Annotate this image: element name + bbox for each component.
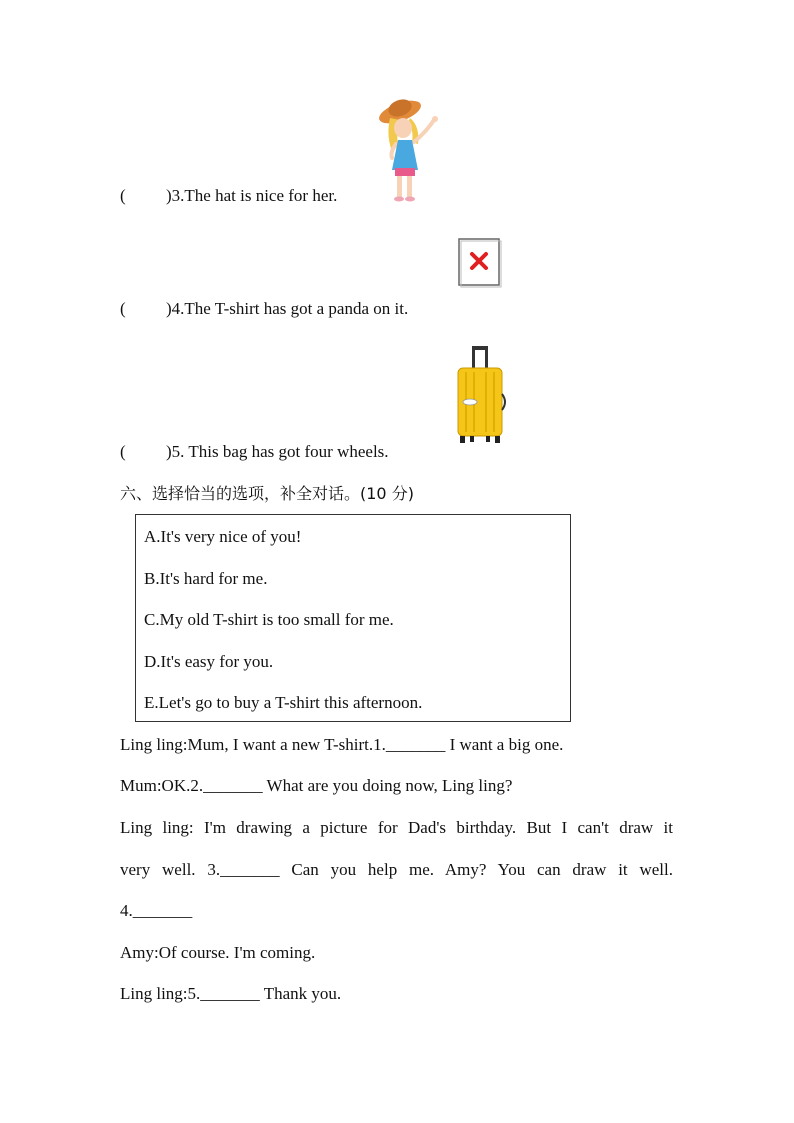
dialogue-line-3: Ling ling: I'm drawing a picture for Dad's birthday. But I can't draw it xyxy=(120,818,673,837)
option-a: A.It's very nice of you! xyxy=(144,527,302,546)
dialogue-line-5: 4._______ xyxy=(120,901,193,920)
option-d: D.It's easy for you. xyxy=(144,652,274,671)
dialogue-line-2: Mum:OK.2._______ What are you doing now, Ling ling? xyxy=(120,776,513,795)
question-text: )3.The hat is nice for her. xyxy=(166,186,338,205)
yellow-suitcase-icon xyxy=(452,344,508,446)
options-box xyxy=(135,514,571,722)
question-4 xyxy=(120,299,408,319)
option-b: B.It's hard for me. xyxy=(144,569,268,588)
section-title: 六、选择恰当的选项，补全对话。(10 分) xyxy=(120,484,414,503)
girl-with-hat-icon xyxy=(370,96,442,204)
answer-paren: ( xyxy=(120,442,126,461)
dialogue-line-4: very well. 3._______ Can you help me. Amy? You can draw it well. xyxy=(120,860,673,879)
dialogue-line-7: Ling ling:5._______ Thank you. xyxy=(120,984,342,1003)
question-text: )5. This bag has got four wheels. xyxy=(166,442,389,461)
broken-image-icon xyxy=(458,238,502,288)
question-text: )4.The T-shirt has got a panda on it. xyxy=(166,299,409,318)
question-5 xyxy=(120,442,389,462)
answer-paren: ( xyxy=(120,299,126,318)
dialogue-line-1: Ling ling:Mum, I want a new T-shirt.1._______ I want a big one. xyxy=(120,735,564,754)
option-e: E.Let's go to buy a T-shirt this afternoon. xyxy=(144,693,423,712)
answer-paren: ( xyxy=(120,186,126,205)
question-3 xyxy=(120,186,337,206)
option-c: C.My old T-shirt is too small for me. xyxy=(144,610,394,629)
dialogue-line-6: Amy:Of course. I'm coming. xyxy=(120,943,316,962)
